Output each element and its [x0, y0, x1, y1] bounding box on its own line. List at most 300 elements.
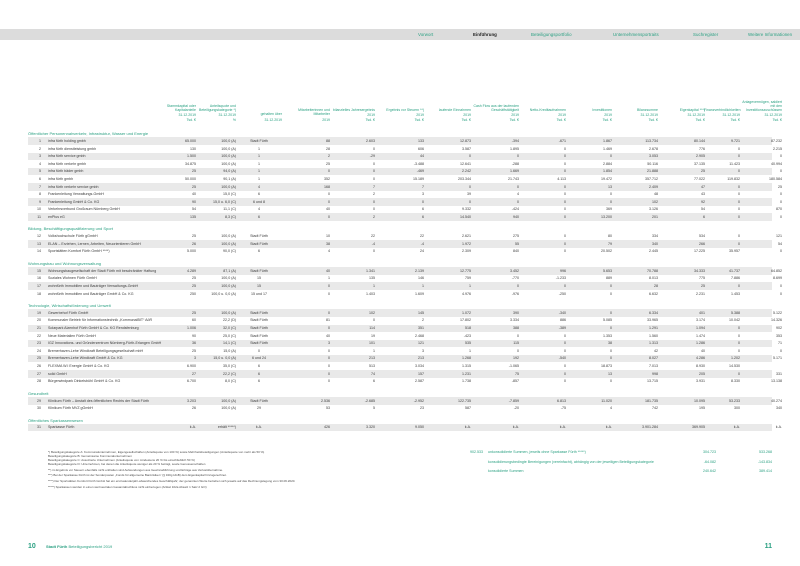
- table-cell: 100,0 (A): [221, 138, 236, 143]
- table-cell: 146: [418, 276, 424, 281]
- row-index: 18: [37, 291, 41, 296]
- table-cell: 0: [610, 154, 612, 159]
- table-cell: 12.873: [460, 138, 471, 143]
- table-cell: 40.274: [771, 398, 782, 403]
- table-cell: 8,3 (C): [225, 214, 236, 219]
- table-cell: 2.905: [696, 154, 705, 159]
- table-cell: 1: [373, 348, 375, 353]
- column-header-date: 2019: [463, 113, 471, 118]
- table-cell: k.A.: [733, 425, 740, 430]
- table-cell: k.A.: [512, 425, 519, 430]
- table-cell: 0: [328, 214, 330, 219]
- table-cell: 0: [610, 310, 612, 315]
- table-cell: 0: [564, 214, 566, 219]
- table-cell: 8.013: [649, 276, 658, 281]
- table-cell: 0: [328, 326, 330, 331]
- table-cell: 1.453: [731, 291, 740, 296]
- table-cell: 0: [738, 241, 740, 246]
- table-cell: 10: [326, 234, 330, 239]
- section-header: Gesundheit: [28, 390, 49, 396]
- nav-item-vorwort[interactable]: Vorwort: [418, 31, 434, 37]
- table-cell: 340: [652, 241, 658, 246]
- table-row[interactable]: [28, 175, 782, 183]
- column-header-date: 2019: [367, 113, 375, 118]
- table-cell: 1.094: [696, 326, 705, 331]
- table-cell: 50.116: [647, 161, 658, 166]
- table-row[interactable]: [28, 248, 782, 256]
- table-cell: 1.072: [462, 310, 471, 315]
- table-cell: 25,0 (C): [223, 333, 236, 338]
- table-cell: 0: [258, 348, 260, 353]
- table-cell: 5.085: [603, 318, 612, 323]
- table-cell: 870: [776, 207, 782, 212]
- table-row[interactable]: [28, 309, 782, 317]
- table-cell: 6 und 8: [253, 199, 265, 204]
- table-cell: 11.020: [601, 398, 612, 403]
- table-cell: 22: [371, 234, 375, 239]
- table-cell: 22,2 (C): [223, 371, 236, 376]
- table-cell: 17.225: [694, 249, 705, 254]
- table-cell: 100,0 (A): [221, 398, 236, 403]
- row-company-name: infra fürth service gmbh: [48, 154, 86, 159]
- column-header-title: Anteilsquote und Beteiligungskategorie *): [199, 103, 236, 113]
- table-cell: 114: [369, 326, 375, 331]
- column-header-4: [329, 90, 375, 122]
- nav-item-unternehmensportraits[interactable]: Unternehmensportraits: [613, 31, 659, 37]
- table-cell: 28: [654, 283, 658, 288]
- table-cell: 776: [699, 146, 705, 151]
- nav-item-einfuehrung[interactable]: Einführung: [473, 31, 497, 37]
- table-row[interactable]: [28, 275, 782, 283]
- table-cell: 100,0 (A): [221, 154, 236, 159]
- table-row[interactable]: [28, 363, 772, 371]
- table-cell: Stadt Fürth: [250, 241, 268, 246]
- table-cell: k.A.: [464, 425, 471, 430]
- table-cell: 13.138: [771, 379, 782, 384]
- table-cell: 115: [513, 341, 519, 346]
- table-cell: 74: [371, 371, 375, 376]
- table-row[interactable]: [28, 317, 782, 325]
- table-cell: 100,0 (A): [221, 310, 236, 315]
- table-cell: 48: [654, 192, 658, 197]
- row-index: 15: [37, 268, 41, 273]
- table-cell: 357.712: [645, 176, 658, 181]
- table-cell: 3: [194, 356, 196, 361]
- row-company-name: Klinikum Fürth – Anstalt des öffentlichen Rechts der Stadt Fürth: [48, 398, 150, 403]
- table-cell: 0: [738, 214, 740, 219]
- section-header: Bildung, Beschäftigungsqualifizierung und Sport: [28, 226, 113, 232]
- table-cell: 7: [422, 184, 424, 189]
- table-cell: 101: [369, 341, 375, 346]
- table-cell: 100,0 (A): [221, 146, 236, 151]
- column-header-7: [473, 90, 519, 122]
- table-cell: 25: [192, 348, 196, 353]
- table-cell: 10.042: [729, 318, 740, 323]
- table-cell: k.A.: [775, 425, 782, 430]
- table-cell: 0: [738, 341, 740, 346]
- table-cell: 168: [324, 184, 330, 189]
- row-index: 17: [37, 283, 41, 288]
- row-company-name: Wohnungsbaugesellschaft der Stadt Fürth mit beschränkter Haftung: [48, 268, 157, 273]
- footnote-2: Beteiligungskategorie C: Assoziierte Unternehmen (Anteilsquote von mindestens 20 % bis einschließlich 50 %): [48, 457, 195, 462]
- row-company-name: ELAN – Erziehen, Lernen, Arbeiten, Neuorientieren GmbH: [48, 241, 141, 246]
- table-cell: 213: [418, 356, 424, 361]
- row-index: 26: [37, 364, 41, 369]
- table-cell: 0: [780, 291, 782, 296]
- column-header-date: 2019: [416, 113, 424, 118]
- table-cell: -3.488: [413, 161, 424, 166]
- table-cell: -2.952: [413, 398, 424, 403]
- footer-title-bold: Stadt Fürth: [46, 543, 68, 549]
- table-cell: 388: [513, 326, 519, 331]
- table-cell: 3.334: [510, 318, 519, 323]
- row-index: 27: [37, 371, 41, 376]
- table-cell: 14,1 (C): [223, 341, 236, 346]
- table-row[interactable]: [28, 340, 782, 348]
- table-cell: 340: [776, 406, 782, 411]
- row-index: 14: [37, 249, 41, 254]
- table-cell: 0: [780, 348, 782, 353]
- table-cell: 9.721: [731, 138, 740, 143]
- column-header-date: 31.12.2019: [218, 113, 236, 118]
- table-cell: 25: [192, 169, 196, 174]
- table-cell: 0: [738, 199, 740, 204]
- table-cell: 88: [326, 138, 330, 143]
- table-cell: 6: [422, 207, 424, 212]
- column-header-title: Eigenkapital ***): [679, 108, 705, 113]
- table-cell: 119.832: [727, 176, 740, 181]
- table-row[interactable]: [28, 198, 782, 206]
- table-cell: 4: [610, 406, 612, 411]
- table-cell: 6.632: [649, 291, 658, 296]
- column-header-unit: Tsd. €: [602, 117, 612, 122]
- table-cell: 1: [258, 161, 260, 166]
- table-cell: 1: [258, 169, 260, 174]
- table-cell: 14.530: [729, 364, 740, 369]
- table-row[interactable]: [28, 378, 782, 386]
- table-cell: 23: [420, 406, 424, 411]
- table-cell: 0: [738, 192, 740, 197]
- table-row[interactable]: [28, 355, 782, 363]
- row-company-name: Gewerbehof Fürth GmbH: [48, 310, 89, 315]
- table-row[interactable]: [28, 145, 782, 153]
- table-cell: -1.233: [555, 276, 566, 281]
- table-cell: 113.734: [645, 138, 658, 143]
- table-cell: Stadt Fürth: [250, 138, 268, 143]
- table-cell: 213: [369, 356, 375, 361]
- table-cell: 3.320: [366, 425, 375, 430]
- table-cell: 32,0 (C): [223, 326, 236, 331]
- table-cell: 40.994: [771, 161, 782, 166]
- table-cell: 1.669: [510, 169, 519, 174]
- table-cell: -424: [511, 207, 519, 212]
- table-cell: 0: [564, 169, 566, 174]
- column-header-title: laufende Einnahmen: [438, 108, 471, 113]
- table-cell: 759: [465, 276, 471, 281]
- table-cell: 121: [418, 341, 424, 346]
- row-company-name: infra fürth holding gmbh: [48, 138, 86, 143]
- table-cell: 25: [701, 283, 705, 288]
- row-company-name: Verkehrsverbund Großraum Nürnberg GmbH: [48, 207, 120, 212]
- column-header-date: 2019: [558, 113, 566, 118]
- row-company-name: infra fürth dienstleistung gmbh: [48, 146, 97, 151]
- table-cell: 133: [418, 138, 424, 143]
- table-cell: 0: [564, 364, 566, 369]
- row-index: 24: [37, 348, 41, 353]
- table-cell: Stadt Fürth: [250, 318, 268, 323]
- table-cell: 90: [192, 199, 196, 204]
- row-company-name: Frankenleitung Verwaltungs-GmbH: [48, 192, 104, 197]
- table-cell: 5.171: [773, 356, 782, 361]
- table-cell: 940: [513, 214, 519, 219]
- table-cell: 742: [652, 406, 658, 411]
- table-cell: 35,0 (C): [223, 364, 236, 369]
- table-cell: 92: [701, 199, 705, 204]
- table-cell: Stadt Fürth: [250, 398, 268, 403]
- table-cell: 100,0 (A): [221, 276, 236, 281]
- table-cell: 889: [606, 276, 612, 281]
- row-company-name: wohnfürth Immobilien und Bauträger GmbH & Co. KG: [48, 291, 134, 296]
- table-cell: 22,2 (D): [223, 318, 236, 323]
- row-index: 13: [37, 241, 41, 246]
- table-cell: 606: [418, 146, 424, 151]
- table-cell: -976: [511, 291, 519, 296]
- table-cell: 70.788: [647, 268, 658, 273]
- table-cell: 102: [652, 199, 658, 204]
- table-cell: 1: [469, 283, 471, 288]
- table-cell: 64.852: [771, 268, 782, 273]
- table-cell: 1.972: [462, 241, 471, 246]
- table-cell: 100,0 (A): [221, 161, 236, 166]
- table-cell: 25: [326, 161, 330, 166]
- table-row[interactable]: [28, 206, 782, 214]
- table-cell: 15,0 (C): [223, 192, 236, 197]
- column-header-11: [659, 90, 705, 122]
- table-cell: 35.957: [729, 249, 740, 254]
- row-company-name: infra fürth gmbh: [48, 176, 74, 181]
- table-cell: 27: [192, 371, 196, 376]
- table-cell: 3: [422, 348, 424, 353]
- table-cell: 13.200: [601, 214, 612, 219]
- table-row[interactable]: [28, 267, 782, 275]
- table-row[interactable]: [28, 137, 782, 145]
- table-cell: 47: [701, 184, 705, 189]
- page-footer: [0, 538, 800, 550]
- table-row[interactable]: [28, 213, 782, 221]
- table-cell: 39: [467, 192, 471, 197]
- table-cell: 15,0 u. 6,0 (C): [213, 199, 236, 204]
- row-company-name: Soziales Wohnen Fürth GmbH: [48, 276, 97, 281]
- table-row[interactable]: [28, 332, 782, 340]
- table-row[interactable]: [28, 290, 782, 298]
- table-cell: 15: [257, 276, 261, 281]
- nav-item-beteiligungsportfolio[interactable]: Beteiligungsportfolio: [531, 31, 572, 37]
- row-company-name: Sparkasse Fürth: [48, 425, 75, 430]
- row-index: 6: [39, 176, 41, 181]
- table-cell: 0: [517, 199, 519, 204]
- table-cell: 55: [515, 241, 519, 246]
- table-row[interactable]: [28, 325, 782, 333]
- table-cell: 0: [564, 184, 566, 189]
- table-cell: 0: [780, 154, 782, 159]
- table-cell: 100,0 (A): [221, 406, 236, 411]
- column-header-unit: Tsd. €: [365, 117, 375, 122]
- table-cell: -671: [558, 138, 566, 143]
- table-cell: 122.735: [458, 398, 471, 403]
- table-cell: 1.231: [462, 371, 471, 376]
- table-cell: 0: [564, 199, 566, 204]
- table-cell: 0: [564, 348, 566, 353]
- column-header-unit: Tsd. €: [414, 117, 424, 122]
- table-cell: Stadt Fürth: [250, 333, 268, 338]
- table-row[interactable]: [28, 347, 782, 355]
- table-cell: 369: [606, 207, 612, 212]
- table-cell: 1.403: [366, 291, 375, 296]
- table-row[interactable]: [28, 405, 782, 413]
- table-cell: 996: [560, 268, 566, 273]
- table-row[interactable]: [28, 282, 782, 290]
- table-cell: 1.313: [649, 341, 658, 346]
- column-header-1: [192, 90, 236, 122]
- row-index: 3: [39, 154, 41, 159]
- table-cell: 2.621: [462, 234, 471, 239]
- column-header-title: Anlagevermögen, saldiert mit den Investitionszuschüssen: [742, 99, 782, 113]
- table-cell: 40: [326, 207, 330, 212]
- table-cell: 40: [326, 268, 330, 273]
- table-cell: 3.931: [696, 379, 705, 384]
- table-cell: 25: [192, 234, 196, 239]
- table-row[interactable]: [28, 183, 782, 191]
- table-cell: 100,0 (A): [221, 234, 236, 239]
- table-cell: 3.452: [510, 268, 519, 273]
- row-index: 1: [39, 138, 41, 143]
- table-cell: 3.901.284: [642, 425, 658, 430]
- table-cell: 0: [738, 154, 740, 159]
- table-cell: 145: [418, 310, 424, 315]
- table-cell: 1.315: [462, 364, 471, 369]
- table-cell: 1.341: [366, 268, 375, 273]
- table-cell: 0: [564, 207, 566, 212]
- table-row[interactable]: [28, 240, 782, 248]
- table-cell: 6: [258, 364, 260, 369]
- table-cell: 0: [738, 146, 740, 151]
- document-title-footer: [46, 544, 112, 549]
- table-row[interactable]: [28, 168, 782, 176]
- table-row[interactable]: [28, 397, 782, 405]
- table-cell: 8.699: [773, 276, 782, 281]
- summary-value2-1: -143.834: [757, 459, 772, 464]
- table-cell: 7.886: [731, 276, 740, 281]
- table-cell: 4: [258, 184, 260, 189]
- column-header-title: gehalten über: [260, 112, 282, 117]
- table-cell: 3: [328, 341, 330, 346]
- table-cell: 13: [608, 184, 612, 189]
- table-cell: 5.388: [731, 310, 740, 315]
- table-cell: 8.930: [696, 364, 705, 369]
- column-header-unit: Tsd. €: [772, 117, 782, 122]
- table-cell: 54: [701, 207, 705, 212]
- table-cell: 4: [258, 207, 260, 212]
- row-index: 21: [37, 326, 41, 331]
- table-cell: -250: [558, 291, 566, 296]
- row-index: 29: [37, 398, 41, 403]
- footnote-0: *) Beteiligungskategorie A: Kommunalunternehmen, Eigengesellschaften (Anteilsquote von 100 %) sowie Mehrheitsbeteiligungen (Anteilsquote von mehr als 50 %): [48, 450, 265, 454]
- row-index: 8: [39, 192, 41, 197]
- nav-item-weitere-informationen[interactable]: Weitere Informationen: [748, 31, 793, 37]
- table-cell: 0: [780, 283, 782, 288]
- table-cell: 65.000: [185, 138, 196, 143]
- column-header-unit: Tsd. €: [509, 117, 519, 122]
- table-cell: 21.888: [647, 169, 658, 174]
- table-cell: 25: [192, 184, 196, 189]
- row-index: 28: [37, 379, 41, 384]
- summary-value1-1: -64.082: [703, 459, 716, 464]
- table-cell: 0: [564, 146, 566, 151]
- row-company-name: wohnfürth Immobilien und Bauträger Verwaltungs-GmbH: [48, 283, 139, 288]
- table-cell: 43: [701, 192, 705, 197]
- table-row[interactable]: [28, 191, 782, 199]
- column-header-date: 2019: [604, 113, 612, 118]
- section-header: Wohnungsbau und Wohnungsverwaltung: [28, 260, 102, 266]
- table-cell: 3.126: [649, 207, 658, 212]
- table-cell: 15,0 (A): [223, 348, 236, 353]
- table-cell: 0: [780, 169, 782, 174]
- column-header-date: 2019: [322, 117, 330, 122]
- table-cell: 28: [326, 146, 330, 151]
- table-row[interactable]: [28, 424, 782, 432]
- table-row[interactable]: [28, 370, 782, 378]
- table-cell: 40: [701, 348, 705, 353]
- row-index: 19: [37, 310, 41, 315]
- column-header-unit: Tsd. €: [461, 117, 471, 122]
- table-cell: 353: [776, 333, 782, 338]
- table-row[interactable]: [28, 233, 782, 241]
- column-header-title: Mitarbeiterinnen und Mitarbeiter: [298, 108, 330, 117]
- row-index: 30: [37, 406, 41, 411]
- table-cell: Stadt Fürth: [250, 234, 268, 239]
- table-row[interactable]: [28, 160, 782, 168]
- table-cell: -469: [416, 169, 424, 174]
- table-cell: -540: [558, 356, 566, 361]
- nav-item-suchregister[interactable]: Suchregister: [693, 31, 719, 37]
- row-index: 12: [37, 234, 41, 239]
- table-cell: 6.700: [187, 379, 196, 384]
- table-cell: -4: [371, 241, 375, 246]
- table-cell: 13: [608, 371, 612, 376]
- table-cell: 100,0 (A): [221, 283, 236, 288]
- table-row[interactable]: [28, 153, 782, 161]
- table-cell: 0: [564, 249, 566, 254]
- table-cell: 6.900: [187, 364, 196, 369]
- row-company-name: Neue Materialien Fürth GmbH: [48, 333, 96, 338]
- table-cell: 135: [190, 214, 196, 219]
- table-cell: 8.330: [731, 379, 740, 384]
- table-cell: 0: [328, 364, 330, 369]
- table-cell: 0: [373, 249, 375, 254]
- table-cell: 80: [608, 234, 612, 239]
- table-cell: 53: [326, 406, 330, 411]
- table-cell: 0: [610, 192, 612, 197]
- row-index: 23: [37, 341, 41, 346]
- footnote-7: *****) Sparkassen werden in einen wertneutralen Gesamtabschluss nicht einbezogen (Artikel 102a Absatz 1 Satz 2 GO): [48, 484, 207, 489]
- table-cell: 19: [371, 333, 375, 338]
- table-cell: 902: [776, 326, 782, 331]
- table-cell: 1.353: [603, 333, 612, 338]
- table-cell: 0: [564, 333, 566, 338]
- row-index: 5: [39, 169, 41, 174]
- table-cell: -394: [511, 138, 519, 143]
- table-cell: 518: [465, 326, 471, 331]
